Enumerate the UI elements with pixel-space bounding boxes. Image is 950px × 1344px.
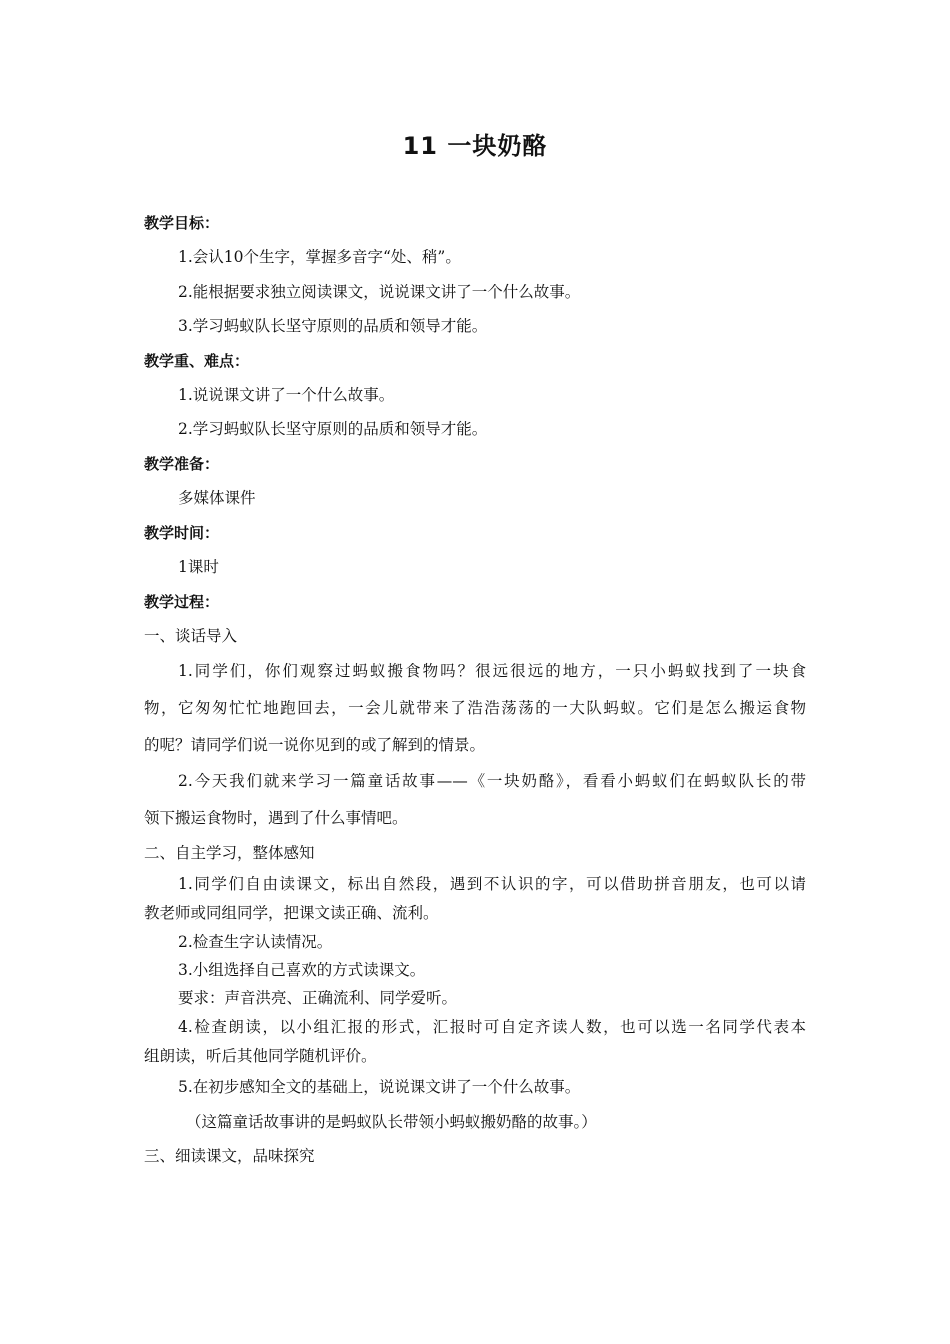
objective-item: 1.会认10个生字，掌握多音字“处、稍”。 — [178, 248, 461, 266]
process-heading: 教学过程： — [144, 593, 220, 611]
paragraph-line: 1.同学们，你们观察过蚂蚁搬食物吗？很远很远的地方，一只小蚂蚁找到了一块食 — [178, 662, 806, 680]
time-text: 1课时 — [178, 558, 219, 576]
paragraph-line: 4.检查朗读，以小组汇报的形式，汇报时可自定齐读人数，也可以选一名同学代表本 — [178, 1018, 806, 1036]
paragraph-line: 2.检查生字认读情况。 — [178, 933, 333, 951]
time-heading: 教学时间： — [144, 524, 220, 542]
key-point-item: 1.说说课文讲了一个什么故事。 — [178, 386, 395, 404]
section-2-title: 二、自主学习，整体感知 — [144, 844, 315, 862]
paragraph-line: 要求：声音洪亮、正确流利、同学爱听。 — [178, 989, 458, 1007]
paragraph-line: 教老师或同组同学，把课文读正确、流利。 — [144, 904, 439, 922]
paragraph-line: 的呢？请同学们说一说你见到的或了解到的情景。 — [144, 736, 486, 754]
paragraph-line: 物，它匆匆忙忙地跑回去，一会儿就带来了浩浩荡荡的一大队蚂蚁。它们是怎么搬运食物 — [144, 699, 806, 717]
objective-item: 2.能根据要求独立阅读课文，说说课文讲了一个什么故事。 — [178, 283, 581, 301]
preparation-text: 多媒体课件 — [178, 489, 256, 507]
page-title: 11 一块奶酪 — [402, 132, 548, 160]
paragraph-line: 1.同学们自由读课文，标出自然段，遇到不认识的字，可以借助拼音朋友，也可以请 — [178, 875, 806, 893]
key-point-item: 2.学习蚂蚁队长坚守原则的品质和领导才能。 — [178, 420, 488, 438]
preparation-heading: 教学准备： — [144, 455, 220, 473]
paragraph-line: 3.小组选择自己喜欢的方式读课文。 — [178, 961, 426, 979]
section-3-title: 三、细读课文，品味探究 — [144, 1147, 315, 1165]
objective-item: 3.学习蚂蚁队长坚守原则的品质和领导才能。 — [178, 317, 488, 335]
paragraph-line: （这篇童话故事讲的是蚂蚁队长带领小蚂蚁搬奶酪的故事。） — [186, 1113, 597, 1131]
paragraph-line: 5.在初步感知全文的基础上，说说课文讲了一个什么故事。 — [178, 1078, 581, 1096]
objectives-heading: 教学目标： — [144, 214, 220, 232]
paragraph-line: 领下搬运食物时，遇到了什么事情吧。 — [144, 809, 408, 827]
paragraph-line: 组朗读，听后其他同学随机评价。 — [144, 1047, 377, 1065]
paragraph-line: 2.今天我们就来学习一篇童话故事——《一块奶酪》，看看小蚂蚁们在蚂蚁队长的带 — [178, 772, 806, 790]
section-1-title: 一、谈话导入 — [144, 627, 238, 645]
key-points-heading: 教学重、难点： — [144, 352, 250, 370]
